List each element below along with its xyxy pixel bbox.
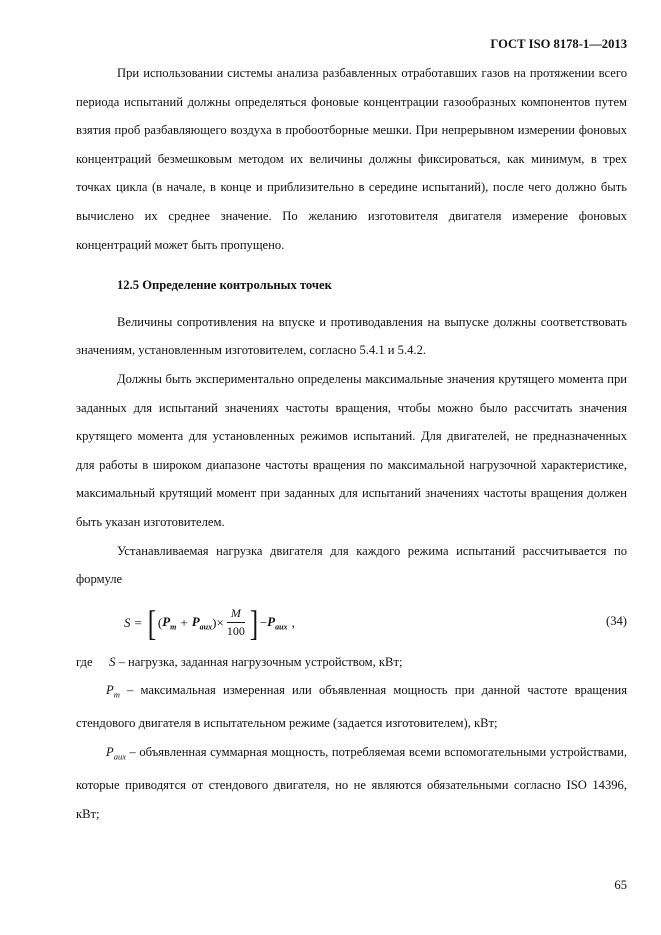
formula-comma: , <box>291 614 295 630</box>
definition-paux <box>76 738 627 828</box>
formula-times: × <box>216 614 224 630</box>
load-formula <box>124 600 295 646</box>
section-heading: 12.5 Определение контрольных точек <box>117 278 332 293</box>
paragraph-load-formula-intro: Устанавливаемая нагрузка двигателя для каждого режима испытаний рассчитывается по формуле <box>76 543 627 587</box>
definition-paux-text: – объявленная суммарная мощность, потребляемая всеми вспомогательными устройствами, которые приводятся от стендового двигателя, но не являются обязательными согласно ISO 14396, кВт; <box>76 744 627 821</box>
formula-lhs: S <box>124 614 131 630</box>
formula-paren-close: ) <box>212 614 217 630</box>
formula-paux: $P_{aux}$ <box>191 613 213 632</box>
spacer <box>76 259 627 271</box>
formula-denominator: 100 <box>226 624 245 639</box>
formula-minus: − <box>259 614 268 630</box>
symbol-paux: $P_{aux}$ <box>106 744 126 762</box>
formula-fraction <box>227 606 245 639</box>
page-body <box>76 59 627 828</box>
definition-s-text: – нагрузка, заданная нагрузочным устройством, кВт; <box>115 654 403 669</box>
formula-pm: $P_m$ <box>162 613 177 632</box>
formula-paux-2: $P_{aux}$ <box>267 613 288 632</box>
paragraph-background-concentrations: При использовании системы анализа разбавленных отработавших газов на протяжении всего периода испытаний должны определяться фоновые концентрации газообразных компонентов путем взятия проб разбавляющего воздуха в пробоотборные мешки. При непрерывном измерении фоновых концентраций безмешковым методом их величины должны фиксироваться, как минимум, в трех точках цикла (в начале, в конце и приблизительно в середине испытаний), после чего должно быть вычислено их среднее значение. По желанию изготовителя двигателя измерение фоновых концентраций может быть пропущено. <box>76 66 627 252</box>
formula-equals: = <box>134 614 142 630</box>
where-label: где <box>76 654 93 669</box>
symbol-pm: $P_m$ <box>106 683 120 700</box>
formula-close-bracket: ] <box>249 602 259 643</box>
definition-pm-text: – максимальная измеренная или объявленная мощность при данной частоте вращения стендового двигателя в испытательном режиме (задается изготовителем), кВт; <box>76 683 627 731</box>
spacer <box>76 300 627 308</box>
document-header: ГОСТ ISO 8178-1—2013 <box>490 37 627 51</box>
page-number: 65 <box>614 878 627 892</box>
formula-plus: + <box>180 614 188 630</box>
symbol-s: S <box>109 654 116 669</box>
paragraph-max-torque: Должны быть экспериментально определены максимальные значения крутящего момента при заданных для испытаний значениях частоты вращения, чтобы можно было рассчитать значения крутящего момента для установленных режимов испытаний. Для двигателей, не предназначенных для работы в широком диапазоне частоты вращения по максимальной нагрузочной характеристике, максимальный крутящий момент при заданных для испытаний значениях частоты вращения должен быть указан изготовителем. <box>76 371 627 529</box>
paragraph-intake-resistance: Величины сопротивления на впуске и противодавления на выпуске должны соответствовать значениям, установленным изготовителем, согласно 5.4.1 и 5.4.2. <box>76 314 627 358</box>
definition-pm <box>76 676 627 738</box>
formula-paren-open: ( <box>157 614 163 630</box>
formula-numerator: M <box>227 606 245 623</box>
formula-row <box>76 600 627 648</box>
definition-s <box>76 648 627 677</box>
formula-open-bracket: [ <box>147 602 157 643</box>
equation-number: (34) <box>606 613 627 628</box>
